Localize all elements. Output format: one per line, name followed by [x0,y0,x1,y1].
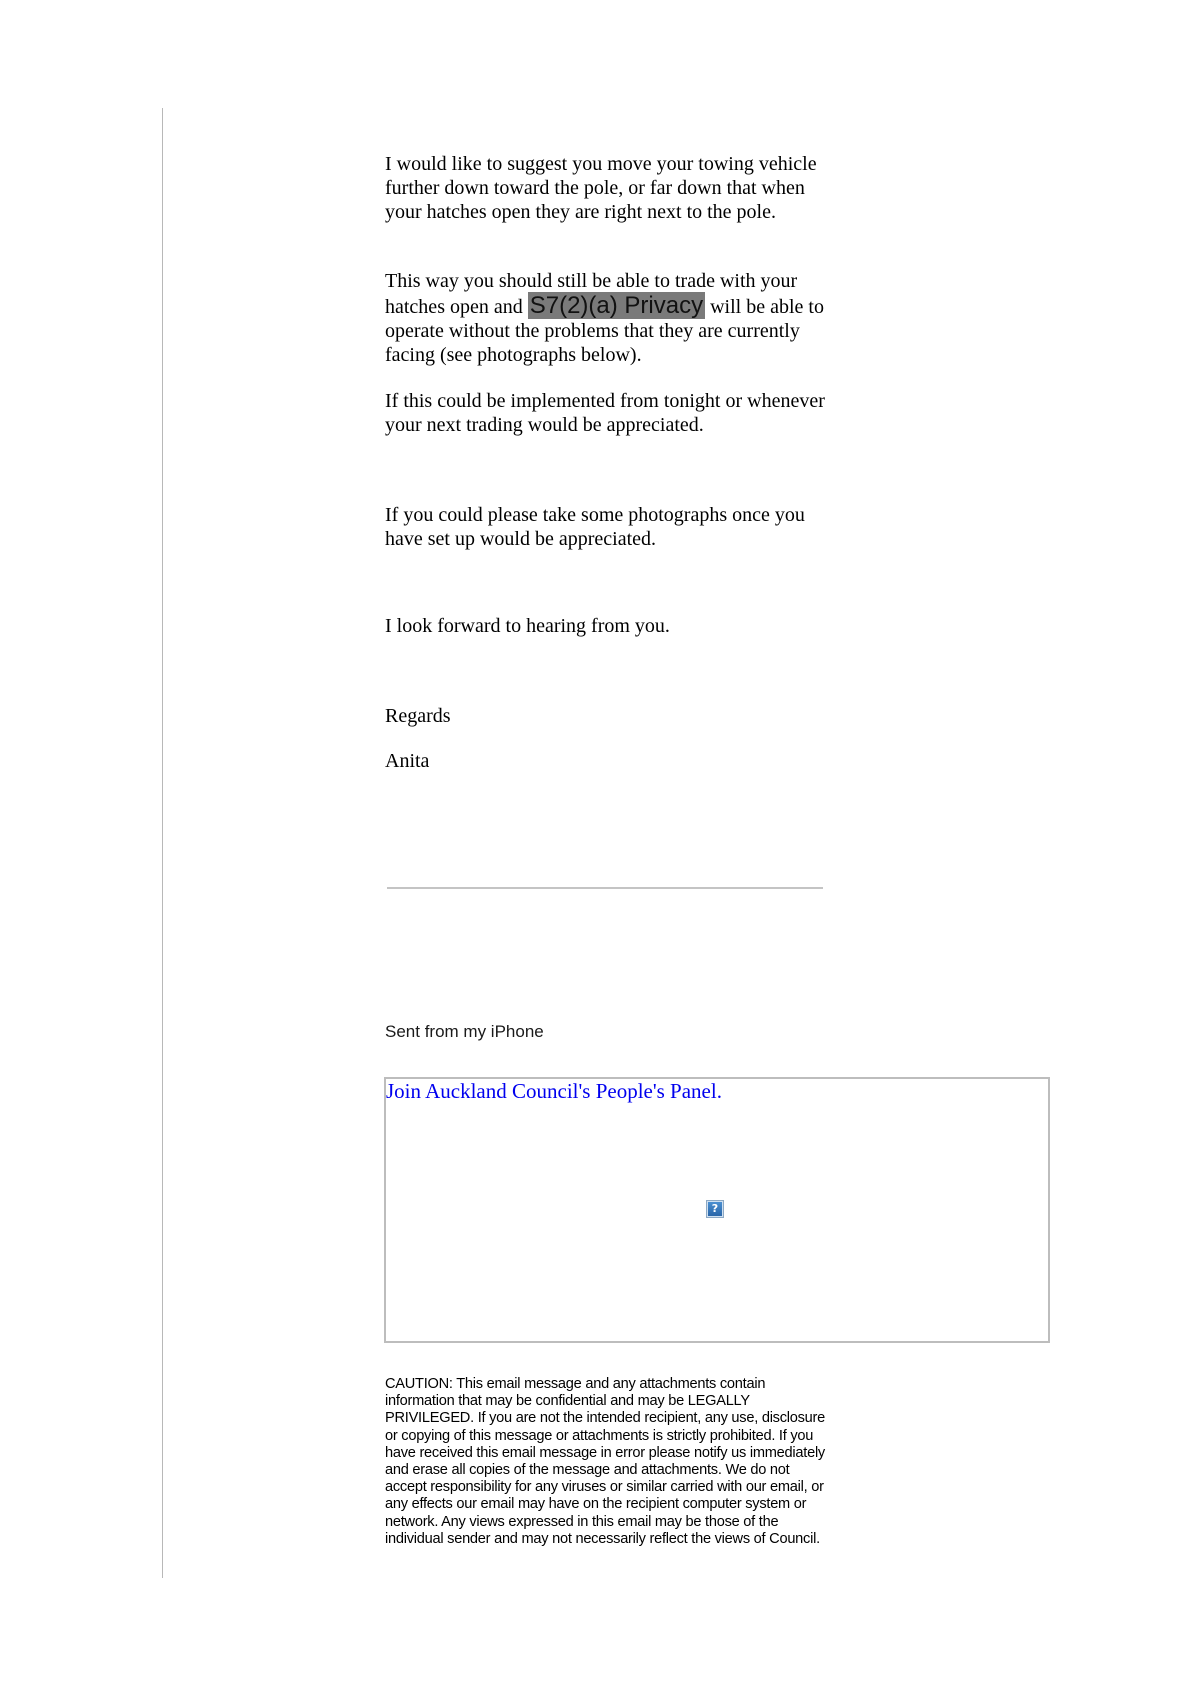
paragraph-trade-end: will be able to operate without the problems that they are currently facing (see photographs below). [385,296,824,366]
caution-disclaimer: CAUTION: This email message and any attachments contain information that may be confidential and may be LEGALLY PRIVILEGED. If you are not the intended recipient, any use, disclosure or copying of this message or attachments is strictly prohibited. If you have received this email message in error please notify us immediately and erase all copies of the message and attachments. We do not accept responsibility for any viruses or similar carried with our email, or any effects our email may have on the recipient computer system or network. Any views expressed in this email may be those of the individual sender and may not necessarily reflect the views of Council. [385,1376,826,1547]
signature-name: Anita [385,750,430,772]
sent-from-footer: Sent from my iPhone [385,1022,544,1041]
broken-image-icon [706,1200,724,1218]
paragraph-suggestion: I would like to suggest you move your towing vehicle further down toward the pole, or far down that when your hatches open they are right next to the pole. [385,153,817,223]
paragraph-implement: If this could be implemented from tonight or whenever your next trading would be appreciated. [385,390,825,436]
paragraph-trade-start: This way you should still be able to trade with your hatches open and [385,270,798,318]
paragraph-look-forward: I look forward to hearing from you. [385,615,670,637]
peoples-panel-link[interactable]: Join Auckland Council's People's Panel. [386,1079,722,1103]
paragraph-trade [385,269,845,367]
closing-regards: Regards [385,705,451,727]
quote-bar [162,108,163,1578]
broken-image-glyph: ? [708,1202,722,1216]
redaction-block: S7(2)(a) Privacy [529,292,704,319]
peoples-panel-banner[interactable] [384,1077,1050,1343]
paragraph-photographs: If you could please take some photographs once you have set up would be appreciated. [385,504,805,550]
divider-line [387,887,823,889]
